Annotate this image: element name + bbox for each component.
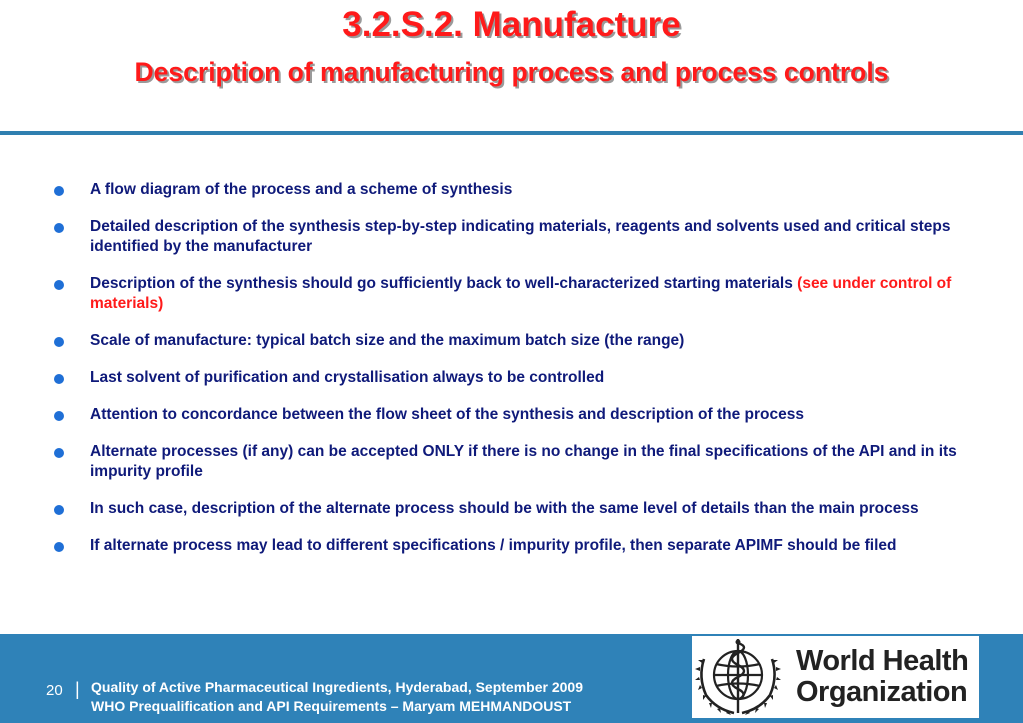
slide-subtitle: Description of manufacturing process and process controls <box>134 57 889 87</box>
bullet-dot-icon <box>54 411 64 421</box>
bullet-item <box>0 274 980 314</box>
bullet-text: A flow diagram of the process and a scheme of synthesis <box>90 181 513 198</box>
slide-title: 3.2.S.2. Manufacture <box>342 5 681 44</box>
bullet-text: Description of the synthesis should go sufficiently back to well-characterized starting materials <box>90 275 798 292</box>
bullet-dot-icon <box>54 223 64 233</box>
title-divider <box>0 131 1023 135</box>
bullet-item <box>0 331 980 351</box>
footer-line-1: Quality of Active Pharmaceutical Ingredients, Hyderabad, September 2009 <box>91 679 583 695</box>
who-name-line-1: World Health <box>796 645 969 677</box>
bullet-text: Detailed description of the synthesis step-by-step indicating materials, reagents and solvents used and critical steps identified by the manufacturer <box>90 218 951 255</box>
who-name-line-2: Organization <box>796 676 968 708</box>
bullet-item <box>0 442 980 482</box>
bullet-dot-icon <box>54 374 64 384</box>
footer-line-2: WHO Prequalification and API Requirements – Maryam MEHMANDOUST <box>91 698 572 714</box>
bullet-text: Attention to concordance between the flow sheet of the synthesis and description of the process <box>90 406 804 423</box>
bullet-dot-icon <box>54 505 64 515</box>
page-number: 20 <box>46 682 63 699</box>
bullet-dot-icon <box>54 542 64 552</box>
who-logo <box>692 636 979 718</box>
bullet-item <box>0 499 980 519</box>
bullet-text: Alternate processes (if any) can be accepted ONLY if there is no change in the final specifications of the API and in its impurity profile <box>90 443 957 480</box>
page-separator: | <box>75 679 80 699</box>
bullet-item <box>0 368 980 388</box>
bullet-list <box>0 180 1023 573</box>
bullet-dot-icon <box>54 337 64 347</box>
bullet-dot-icon <box>54 186 64 196</box>
bullet-item <box>0 217 980 257</box>
bullet-dot-icon <box>54 448 64 458</box>
bullet-text: Scale of manufacture: typical batch size and the maximum batch size (the range) <box>90 332 685 349</box>
bullet-highlight: (see under control of materials) <box>90 275 952 312</box>
bullet-dot-icon <box>54 280 64 290</box>
bullet-item <box>0 180 980 200</box>
bullet-item <box>0 536 980 556</box>
bullet-text: In such case, description of the alternate process should be with the same level of details than the main process <box>90 500 919 517</box>
bullet-text: If alternate process may lead to different specifications / impurity profile, then separate APIMF should be filed <box>90 537 897 554</box>
bullet-text: Last solvent of purification and crystallisation always to be controlled <box>90 369 605 386</box>
bullet-item <box>0 405 980 425</box>
who-emblem-icon <box>694 637 782 717</box>
